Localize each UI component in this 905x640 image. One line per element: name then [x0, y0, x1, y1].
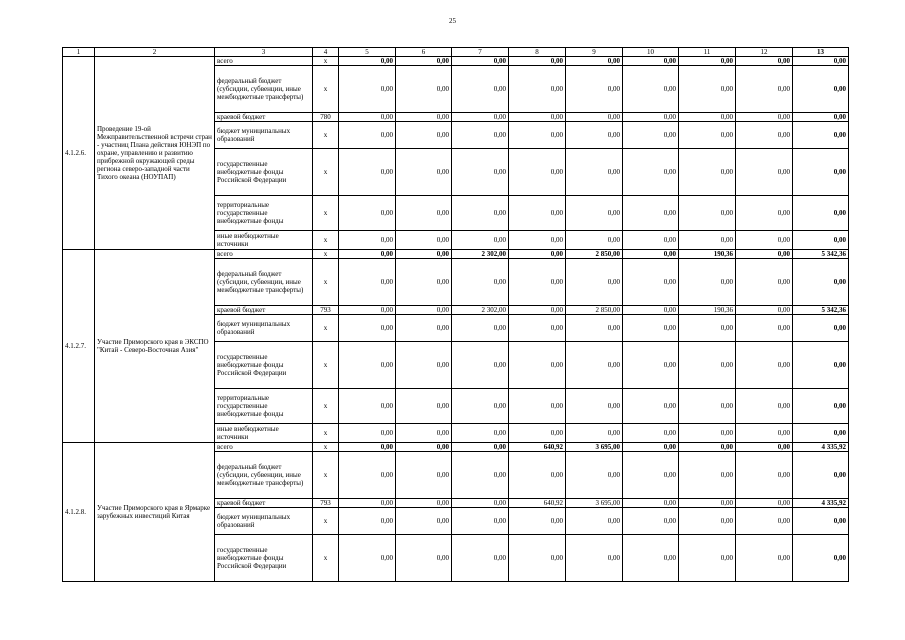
value-cell: 0,00 [452, 535, 509, 582]
value-cell: 0,00 [339, 535, 396, 582]
value-cell: 5 342,36 [793, 306, 849, 315]
value-cell: 0,00 [452, 499, 509, 508]
value-cell: 4 335,92 [793, 443, 849, 452]
value-cell: 640,92 [509, 443, 566, 452]
value-cell: 0,00 [679, 389, 736, 424]
value-cell: 0,00 [623, 149, 679, 196]
value-cell: 0,00 [623, 424, 679, 443]
value-cell: 0,00 [452, 424, 509, 443]
value-cell: 0,00 [623, 66, 679, 113]
funding-source: федеральный бюджет (субсидии, субвенции, иные межбюджетные трансферты) [215, 259, 313, 306]
value-cell: 0,00 [339, 196, 396, 231]
value-cell: 0,00 [793, 315, 849, 342]
value-cell: 0,00 [452, 231, 509, 250]
item-title: Участие Приморского края в Ярмарке зарубежных инвестиций Китая [95, 443, 215, 582]
value-cell: 0,00 [509, 113, 566, 122]
value-cell: 0,00 [679, 149, 736, 196]
value-cell: 0,00 [793, 66, 849, 113]
value-cell: 0,00 [396, 259, 452, 306]
budget-code: х [313, 535, 339, 582]
budget-code: х [313, 122, 339, 149]
page-number: 25 [449, 17, 456, 25]
value-cell: 0,00 [566, 259, 623, 306]
value-cell: 0,00 [566, 315, 623, 342]
value-cell: 0,00 [509, 315, 566, 342]
column-header: 6 [396, 48, 452, 57]
value-cell: 0,00 [736, 259, 793, 306]
value-cell: 0,00 [396, 149, 452, 196]
value-cell: 0,00 [339, 57, 396, 66]
value-cell: 0,00 [793, 424, 849, 443]
value-cell: 0,00 [793, 389, 849, 424]
value-cell: 0,00 [679, 196, 736, 231]
value-cell: 0,00 [566, 342, 623, 389]
funding-source: территориальные государственные внебюджетные фонды [215, 196, 313, 231]
value-cell: 0,00 [679, 259, 736, 306]
budget-code: х [313, 452, 339, 499]
value-cell: 0,00 [736, 113, 793, 122]
value-cell: 4 335,92 [793, 499, 849, 508]
value-cell: 0,00 [339, 231, 396, 250]
value-cell: 0,00 [339, 443, 396, 452]
value-cell: 0,00 [339, 122, 396, 149]
value-cell: 0,00 [396, 535, 452, 582]
value-cell: 0,00 [566, 66, 623, 113]
value-cell: 0,00 [339, 259, 396, 306]
value-cell: 0,00 [566, 57, 623, 66]
column-header: 8 [509, 48, 566, 57]
value-cell: 0,00 [736, 231, 793, 250]
value-cell: 0,00 [623, 342, 679, 389]
funding-source: иные внебюджетные источники [215, 424, 313, 443]
value-cell: 2 302,00 [452, 306, 509, 315]
value-cell: 0,00 [339, 389, 396, 424]
value-cell: 0,00 [793, 231, 849, 250]
value-cell: 0,00 [566, 389, 623, 424]
column-header: 13 [793, 48, 849, 57]
value-cell: 0,00 [566, 196, 623, 231]
value-cell: 0,00 [793, 113, 849, 122]
value-cell: 0,00 [452, 443, 509, 452]
value-cell: 0,00 [566, 424, 623, 443]
value-cell: 0,00 [509, 306, 566, 315]
item-title: Проведение 19-ой Межправительственной встречи стран - участниц Плана действия ЮНЭП по охране, управлению и развитию прибрежной окружающей среды региона северо-западной части Тихого океана (НОУПАП) [95, 57, 215, 250]
value-cell: 0,00 [566, 149, 623, 196]
budget-code: х [313, 342, 339, 389]
value-cell: 0,00 [566, 535, 623, 582]
value-cell: 5 342,36 [793, 250, 849, 259]
funding-source: государственные внебюджетные фонды Российской Федерации [215, 149, 313, 196]
value-cell: 0,00 [509, 196, 566, 231]
funding-source: краевой бюджет [215, 306, 313, 315]
value-cell: 0,00 [679, 231, 736, 250]
budget-code: х [313, 424, 339, 443]
value-cell: 0,00 [452, 149, 509, 196]
funding-source: государственные внебюджетные фонды Российской Федерации [215, 535, 313, 582]
value-cell: 0,00 [339, 499, 396, 508]
budget-code: 793 [313, 306, 339, 315]
value-cell: 0,00 [623, 231, 679, 250]
value-cell: 0,00 [396, 424, 452, 443]
value-cell: 0,00 [452, 259, 509, 306]
header-row [63, 48, 849, 57]
value-cell: 0,00 [452, 66, 509, 113]
value-cell: 0,00 [623, 535, 679, 582]
value-cell: 0,00 [566, 452, 623, 499]
column-header: 2 [95, 48, 215, 57]
column-header: 3 [215, 48, 313, 57]
funding-source: всего [215, 250, 313, 259]
value-cell: 0,00 [623, 113, 679, 122]
item-code: 4.1.2.6. [63, 57, 95, 250]
value-cell: 0,00 [396, 508, 452, 535]
value-cell: 190,36 [679, 306, 736, 315]
value-cell: 0,00 [452, 122, 509, 149]
value-cell: 0,00 [339, 424, 396, 443]
value-cell: 0,00 [736, 499, 793, 508]
value-cell: 0,00 [509, 259, 566, 306]
item-code: 4.1.2.8. [63, 443, 95, 582]
column-header: 5 [339, 48, 396, 57]
value-cell: 0,00 [339, 250, 396, 259]
table-body [63, 48, 849, 582]
value-cell: 0,00 [623, 499, 679, 508]
funding-source: федеральный бюджет (субсидии, субвенции, иные межбюджетные трансферты) [215, 66, 313, 113]
value-cell: 0,00 [679, 113, 736, 122]
value-cell: 0,00 [793, 122, 849, 149]
value-cell: 0,00 [452, 113, 509, 122]
value-cell: 0,00 [736, 122, 793, 149]
value-cell: 0,00 [566, 113, 623, 122]
budget-code: х [313, 196, 339, 231]
funding-source: иные внебюджетные источники [215, 231, 313, 250]
budget-code: х [313, 57, 339, 66]
value-cell: 0,00 [793, 535, 849, 582]
value-cell: 0,00 [509, 389, 566, 424]
column-header: 4 [313, 48, 339, 57]
value-cell: 0,00 [793, 259, 849, 306]
value-cell: 0,00 [396, 113, 452, 122]
funding-source: бюджет муниципальных образований [215, 122, 313, 149]
value-cell: 0,00 [339, 315, 396, 342]
value-cell: 0,00 [793, 508, 849, 535]
value-cell: 0,00 [793, 196, 849, 231]
value-cell: 0,00 [623, 443, 679, 452]
value-cell: 3 695,00 [566, 443, 623, 452]
value-cell: 2 850,00 [566, 250, 623, 259]
value-cell: 0,00 [339, 66, 396, 113]
budget-code: х [313, 250, 339, 259]
value-cell: 0,00 [623, 389, 679, 424]
value-cell: 0,00 [509, 149, 566, 196]
column-header: 10 [623, 48, 679, 57]
value-cell: 0,00 [736, 315, 793, 342]
value-cell: 0,00 [396, 452, 452, 499]
value-cell: 0,00 [396, 122, 452, 149]
value-cell: 0,00 [509, 342, 566, 389]
value-cell: 0,00 [679, 424, 736, 443]
value-cell: 0,00 [452, 508, 509, 535]
value-cell: 0,00 [566, 122, 623, 149]
value-cell: 0,00 [623, 250, 679, 259]
value-cell: 0,00 [793, 57, 849, 66]
value-cell: 190,36 [679, 250, 736, 259]
budget-table [62, 47, 849, 582]
value-cell: 0,00 [736, 443, 793, 452]
value-cell: 0,00 [623, 57, 679, 66]
funding-source: краевой бюджет [215, 499, 313, 508]
value-cell: 0,00 [623, 259, 679, 306]
funding-source: всего [215, 57, 313, 66]
value-cell: 0,00 [509, 535, 566, 582]
budget-code: х [313, 259, 339, 306]
column-header: 11 [679, 48, 736, 57]
value-cell: 0,00 [339, 342, 396, 389]
value-cell: 0,00 [623, 122, 679, 149]
value-cell: 0,00 [623, 315, 679, 342]
value-cell: 0,00 [509, 250, 566, 259]
value-cell: 0,00 [736, 508, 793, 535]
value-cell: 0,00 [736, 342, 793, 389]
value-cell: 0,00 [736, 250, 793, 259]
budget-code: 793 [313, 499, 339, 508]
value-cell: 2 850,00 [566, 306, 623, 315]
value-cell: 0,00 [623, 508, 679, 535]
column-header: 9 [566, 48, 623, 57]
value-cell: 0,00 [679, 508, 736, 535]
value-cell: 0,00 [339, 113, 396, 122]
value-cell: 0,00 [736, 535, 793, 582]
value-cell: 0,00 [679, 452, 736, 499]
value-cell: 0,00 [679, 57, 736, 66]
funding-source: территориальные государственные внебюджетные фонды [215, 389, 313, 424]
value-cell: 0,00 [452, 315, 509, 342]
value-cell: 640,92 [509, 499, 566, 508]
value-cell: 0,00 [736, 389, 793, 424]
value-cell: 0,00 [679, 122, 736, 149]
value-cell: 0,00 [396, 342, 452, 389]
value-cell: 0,00 [396, 250, 452, 259]
budget-code: х [313, 315, 339, 342]
value-cell: 0,00 [736, 66, 793, 113]
value-cell: 0,00 [509, 508, 566, 535]
value-cell: 0,00 [623, 306, 679, 315]
value-cell: 0,00 [452, 452, 509, 499]
value-cell: 0,00 [339, 508, 396, 535]
budget-code: х [313, 508, 339, 535]
item-code: 4.1.2.7. [63, 250, 95, 443]
value-cell: 0,00 [566, 231, 623, 250]
value-cell: 0,00 [396, 443, 452, 452]
funding-source: бюджет муниципальных образований [215, 315, 313, 342]
funding-source: федеральный бюджет (субсидии, субвенции, иные межбюджетные трансферты) [215, 452, 313, 499]
value-cell: 0,00 [396, 66, 452, 113]
value-cell: 0,00 [793, 149, 849, 196]
value-cell: 0,00 [509, 231, 566, 250]
value-cell: 0,00 [736, 424, 793, 443]
value-cell: 0,00 [509, 452, 566, 499]
budget-code: х [313, 149, 339, 196]
value-cell: 0,00 [509, 122, 566, 149]
value-cell: 0,00 [623, 196, 679, 231]
value-cell: 0,00 [396, 306, 452, 315]
value-cell: 0,00 [679, 66, 736, 113]
budget-code: х [313, 389, 339, 424]
value-cell: 0,00 [736, 149, 793, 196]
value-cell: 0,00 [736, 306, 793, 315]
value-cell: 0,00 [509, 57, 566, 66]
value-cell: 0,00 [396, 57, 452, 66]
column-header: 12 [736, 48, 793, 57]
value-cell: 2 302,00 [452, 250, 509, 259]
value-cell: 0,00 [679, 342, 736, 389]
funding-source: государственные внебюджетные фонды Российской Федерации [215, 342, 313, 389]
table-row [63, 250, 849, 259]
value-cell: 0,00 [679, 535, 736, 582]
funding-source: бюджет муниципальных образований [215, 508, 313, 535]
value-cell: 0,00 [736, 196, 793, 231]
value-cell: 3 695,00 [566, 499, 623, 508]
table-row [63, 443, 849, 452]
value-cell: 0,00 [736, 57, 793, 66]
value-cell: 0,00 [793, 452, 849, 499]
column-header: 7 [452, 48, 509, 57]
value-cell: 0,00 [452, 196, 509, 231]
value-cell: 0,00 [396, 315, 452, 342]
value-cell: 0,00 [509, 66, 566, 113]
column-header: 1 [63, 48, 95, 57]
value-cell: 0,00 [396, 231, 452, 250]
budget-code: х [313, 66, 339, 113]
value-cell: 0,00 [339, 149, 396, 196]
value-cell: 0,00 [509, 424, 566, 443]
item-title: Участие Приморского края в ЭКСПО "Китай - Северо-Восточная Азия" [95, 250, 215, 443]
value-cell: 0,00 [679, 443, 736, 452]
value-cell: 0,00 [793, 342, 849, 389]
value-cell: 0,00 [396, 499, 452, 508]
table-row [63, 57, 849, 66]
value-cell: 0,00 [679, 499, 736, 508]
value-cell: 0,00 [452, 342, 509, 389]
value-cell: 0,00 [566, 508, 623, 535]
value-cell: 0,00 [396, 389, 452, 424]
value-cell: 0,00 [339, 306, 396, 315]
value-cell: 0,00 [452, 57, 509, 66]
funding-source: краевой бюджет [215, 113, 313, 122]
value-cell: 0,00 [452, 389, 509, 424]
value-cell: 0,00 [736, 452, 793, 499]
funding-source: всего [215, 443, 313, 452]
budget-code: 780 [313, 113, 339, 122]
value-cell: 0,00 [679, 315, 736, 342]
value-cell: 0,00 [396, 196, 452, 231]
value-cell: 0,00 [623, 452, 679, 499]
value-cell: 0,00 [339, 452, 396, 499]
budget-code: х [313, 443, 339, 452]
budget-code: х [313, 231, 339, 250]
